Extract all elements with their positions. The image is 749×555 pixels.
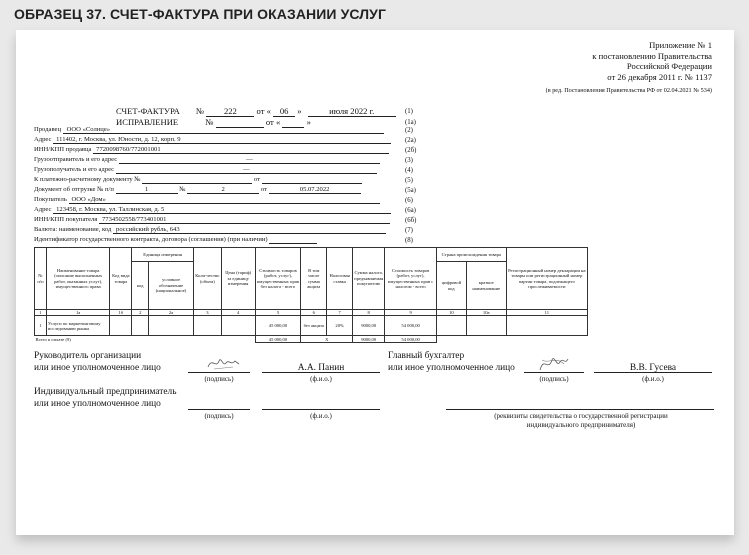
correction-from: от	[265, 117, 274, 127]
field-seller-inn	[34, 146, 389, 154]
ip-sign-line	[188, 409, 250, 410]
invoice-from: от	[256, 106, 265, 116]
invoice-sheet	[16, 30, 734, 535]
accountant-name-caption: (ф.и.о.)	[642, 375, 664, 383]
appendix-line: Российской Федерации	[626, 61, 712, 72]
total-cost-with-tax: 54 000,00	[385, 336, 437, 343]
field-buyer-address	[34, 206, 391, 214]
head-sign-caption: (подпись)	[204, 375, 234, 383]
th-name: Наименование товара (описание выполненных работ, оказанных услуг), имущественного права	[46, 248, 110, 310]
cell-name: Услуги по маркетинговому исследованию рынка	[46, 316, 110, 336]
th-num: № п/п	[35, 248, 47, 310]
code-6: (6)	[405, 197, 413, 204]
code-1: (1)	[405, 108, 413, 115]
total-row	[35, 336, 588, 343]
field-mid: от	[253, 176, 261, 183]
field-mid: №	[179, 186, 186, 193]
field-value	[142, 176, 252, 184]
col-number: 11	[506, 310, 587, 316]
invoice-day: 06	[273, 106, 295, 117]
cell-cost-with-tax: 54 000,00	[385, 316, 437, 336]
correction-day-close: »	[306, 117, 311, 127]
cell-empty	[132, 316, 149, 336]
cell-empty	[193, 316, 221, 336]
col-number: 5	[255, 310, 301, 316]
accountant-name: В.В. Гусева	[629, 363, 677, 373]
ip-name-caption: (ф.и.о.)	[310, 412, 332, 420]
th-country-code: цифровой код	[436, 262, 466, 310]
appendix-line: от 26 декабря 2011 г. № 1137	[607, 71, 712, 82]
field-label: Продавец	[34, 126, 61, 133]
field-label: ИНН/КПП покупателя	[34, 216, 98, 223]
cell-empty	[506, 316, 587, 336]
head-name-caption: (ф.и.о.)	[310, 375, 332, 383]
field-buyer	[34, 196, 380, 204]
head-label-line1: Руководитель организации	[34, 351, 142, 361]
accountant-label-line2: или иное уполномоченное лицо	[388, 363, 515, 373]
code-8: (8)	[405, 237, 413, 244]
accountant-label	[388, 350, 515, 374]
invoice-title-row	[116, 106, 396, 117]
field-value-3: 05.07.2022	[269, 186, 361, 194]
th-price: Цена (тариф) за единицу измерения	[221, 248, 255, 310]
correction-day-open: «	[275, 117, 281, 127]
invoice-day-close: »	[297, 106, 302, 116]
field-label: Валюта: наименование, код	[34, 226, 112, 233]
col-number: 10	[436, 310, 466, 316]
col-number: 4	[221, 310, 255, 316]
code-6a: (6а)	[405, 207, 416, 214]
field-label: Грузоотправитель и его адрес	[34, 156, 118, 163]
col-number: 1а	[46, 310, 110, 316]
appendix-note: (в ред. Постановления Правительства РФ от 02.04.2021 № 534)	[545, 87, 712, 95]
ip-registration-caption	[436, 412, 726, 430]
appendix-line: к постановлению Правительства	[592, 50, 712, 61]
accountant-signature-image	[536, 352, 570, 374]
cell-tax-sum: 9000,00	[353, 316, 385, 336]
code-5a: (5а)	[405, 187, 416, 194]
field-mid-2: от	[260, 186, 267, 193]
ip-label-line2: или иное уполномоченное лицо	[34, 399, 161, 409]
field-contract-id	[34, 236, 317, 244]
field-label: ИНН/КПП продавца	[34, 146, 92, 153]
field-seller	[34, 126, 384, 134]
code-2b: (2б)	[405, 147, 417, 154]
code-5: (5)	[405, 177, 413, 184]
col-number: 1б	[110, 310, 132, 316]
col-number: 8	[353, 310, 385, 316]
th-reg-no: Регистрационный номер декларации на товары или регистрационный номер партии товара, подлежащего прослеживаемости	[506, 248, 587, 310]
invoice-table	[34, 247, 588, 343]
field-consignee	[34, 166, 377, 174]
field-value: 7734502558/773401001	[99, 216, 390, 224]
ip-registration-caption-line2: индивидуального предпринимателя)	[526, 421, 636, 429]
appendix-block	[546, 40, 712, 97]
head-label-line2: или иное уполномоченное лицо	[34, 363, 161, 373]
field-value: 111402, г. Москва, ул. Юности, д. 12, корп. 9	[53, 136, 391, 144]
total-tax-sum: 9000,00	[353, 336, 385, 343]
cell-empty	[436, 316, 466, 336]
ip-name-line	[262, 409, 380, 410]
accountant-sign-caption: (подпись)	[539, 375, 569, 383]
head-label	[34, 350, 161, 374]
code-6b: (6б)	[405, 217, 417, 224]
cell-empty	[221, 316, 255, 336]
code-3: (3)	[405, 157, 413, 164]
th-cost-with-tax: Стоимость товаров (работ, услуг), имущественных прав с налогом - всего	[385, 248, 437, 310]
cell-tax-rate: 20%	[327, 316, 353, 336]
head-signature-image	[206, 355, 242, 373]
field-value: —	[116, 166, 377, 174]
cell-empty	[466, 316, 506, 336]
th-cost-no-tax: Стоимость товаров (работ, услуг), имущественных прав без налога - всего	[255, 248, 301, 310]
invoice-no-sign: №	[196, 106, 205, 116]
field-seller-address	[34, 136, 391, 144]
cell-num: 1	[35, 316, 47, 336]
ip-label-line1: Индивидуальный предприниматель	[34, 387, 177, 397]
invoice-day-open: «	[266, 106, 271, 116]
code-1a: (1а)	[405, 119, 416, 126]
field-value: 123458, г. Москва, ул. Таллинская, д. 5	[53, 206, 391, 214]
th-country: Страна происхождения товара	[436, 248, 506, 262]
th-unit: Единица измерения	[132, 248, 194, 262]
field-value: —	[119, 156, 380, 164]
ip-label	[34, 386, 177, 410]
field-label: Документ об отгрузке № п/п	[34, 186, 114, 193]
ip-sign-caption: (подпись)	[204, 412, 234, 420]
head-name-line	[262, 372, 380, 373]
field-value: российский рубль, 643	[113, 226, 386, 234]
field-currency	[34, 226, 386, 234]
total-label: Всего к оплате (9)	[35, 336, 256, 343]
field-label: К платежно-расчетному документу №	[34, 176, 141, 183]
ip-registration-line	[446, 409, 714, 410]
cell-excise: без акциза	[301, 316, 327, 336]
col-number: 7	[327, 310, 353, 316]
th-country-name: краткое наименование	[466, 262, 506, 310]
field-label: Адрес	[34, 136, 52, 143]
col-number: 9	[385, 310, 437, 316]
table-row	[35, 316, 588, 336]
field-label: Грузополучатель и его адрес	[34, 166, 115, 173]
th-tax-rate: Налоговая ставка	[327, 248, 353, 310]
invoice-month-year: июля 2022 г.	[308, 106, 396, 117]
field-value-2: 2	[187, 186, 259, 194]
field-value	[269, 236, 317, 244]
head-name: А.А. Панин	[297, 363, 345, 373]
th-excise: В том числе сумма акциза	[301, 248, 327, 310]
col-number: 6	[301, 310, 327, 316]
field-consignor	[34, 156, 380, 164]
code-7: (7)	[405, 227, 413, 234]
head-sign-line	[188, 372, 250, 373]
col-number: 3	[193, 310, 221, 316]
th-tax-sum: Сумма налога, предъявляемая покупателю	[353, 248, 385, 310]
correction-label: ИСПРАВЛЕНИЕ	[116, 117, 179, 127]
th-qty: Коли-чество (объем)	[193, 248, 221, 310]
col-number: 2	[132, 310, 149, 316]
invoice-label: СЧЕТ-ФАКТУРА	[116, 106, 180, 116]
field-value: 7720098760/772001001	[93, 146, 389, 154]
field-label: Адрес	[34, 206, 52, 213]
th-kind-code: Код вида товара	[110, 248, 132, 310]
page-banner: ОБРАЗЕЦ 37. СЧЕТ-ФАКТУРА ПРИ ОКАЗАНИИ УСЛУГ	[14, 6, 387, 22]
invoice-number: 222	[206, 106, 254, 117]
cell-empty	[110, 316, 132, 336]
total-cost-no-tax: 45 000,00	[255, 336, 301, 343]
col-number: 1	[35, 310, 47, 316]
field-label: Покупатель	[34, 196, 67, 203]
code-2a: (2а)	[405, 137, 416, 144]
field-buyer-inn	[34, 216, 390, 224]
field-value-2	[262, 176, 362, 184]
appendix-line: Приложение № 1	[649, 40, 712, 50]
code-4: (4)	[405, 167, 413, 174]
total-x: X	[301, 336, 353, 343]
accountant-label-line1: Главный бухгалтер	[388, 351, 465, 361]
field-shipment-doc	[34, 186, 361, 194]
field-label: Идентификатор государственного контракта, договора (соглашения) (при наличии)	[34, 236, 268, 243]
field-value: ООО «Дом»	[69, 196, 380, 204]
cell-empty	[436, 336, 587, 343]
accountant-name-line	[594, 372, 712, 373]
cell-empty	[149, 316, 194, 336]
ip-registration-caption-line1: (реквизиты свидетельства о государственной регистрации	[494, 412, 668, 420]
accountant-sign-line	[524, 372, 584, 373]
field-value: ООО «Солнце»	[63, 126, 384, 134]
code-2: (2)	[405, 127, 413, 134]
field-value: 1	[116, 186, 178, 194]
correction-no-sign: №	[205, 117, 214, 127]
th-unit-name: условное обозначение (национальное)	[149, 262, 194, 310]
col-number: 2а	[149, 310, 194, 316]
th-unit-code: код	[132, 262, 149, 310]
cell-cost-no-tax: 45 000,00	[255, 316, 301, 336]
field-payment-doc	[34, 176, 362, 184]
col-number: 10а	[466, 310, 506, 316]
